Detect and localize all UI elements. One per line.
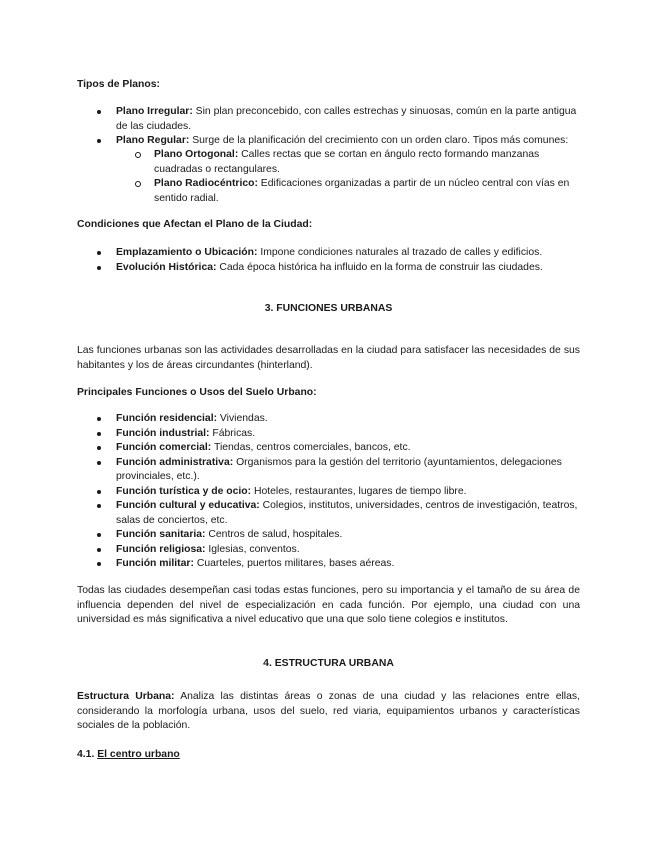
list-item-desc: Centros de salud, hospitales. [205, 529, 343, 540]
list-item [77, 427, 580, 442]
list-item-desc: Iglesias, conventos. [205, 543, 300, 555]
list-item-desc: Cuarteles, puertos militares, bases aéreas. [193, 558, 395, 569]
list-item-term: Función residencial: [116, 413, 218, 424]
list-item-desc: Cada época histórica ha influido en la forma de construir las ciudades. [216, 261, 543, 273]
list-item-desc: Organismos para la gestión del territorio (ayuntamientos, delegaciones provinciales, etc.). [116, 456, 562, 482]
list-item-term: Función administrativa: [116, 456, 234, 468]
list-item [77, 557, 580, 572]
subsection-title [77, 748, 580, 763]
funciones-intro: Las funciones urbanas son las actividades desarrolladas en la ciudad para satisfacer las necesidades de sus habitantes y los de áreas circundantes (hinterland). [77, 345, 580, 371]
list-item-desc: Viviendas. [217, 413, 268, 424]
tipos-sublist [116, 148, 580, 206]
list-item-term: Función turística y de ocio: [116, 485, 252, 497]
estructura-desc: Analiza las distintas áreas o zonas de una ciudad y las relaciones entre ellas, considerando la morfología urbana, usos del suelo, red viaria, equipamientos urbanos y características sociales de la población. [77, 691, 580, 731]
list-item-term: Función comercial: [116, 442, 212, 453]
list-item [77, 105, 580, 134]
list-item-term: Plano Irregular: [116, 106, 193, 117]
list-item-desc: Hoteles, restaurantes, lugares de tiempo libre. [251, 485, 467, 497]
condiciones-list [77, 246, 580, 275]
list-item-term: Plano Ortogonal: [154, 149, 239, 160]
list-item-term: Función militar: [116, 558, 194, 569]
list-item-desc: Calles rectas que se cortan en ángulo recto formando manzanas cuadradas o rectangulares. [154, 149, 540, 175]
list-item-desc: Fábricas. [209, 427, 256, 439]
list-item [77, 528, 580, 543]
list-item-desc: Sin plan preconcebido, con calles estrechas y sinuosas, común en la parte antigua de las ciudades. [116, 106, 577, 132]
list-item [77, 261, 580, 276]
list-item-desc: Colegios, institutos, universidades, centros de investigación, teatros, salas de conciertos, etc. [116, 500, 578, 526]
list-item [77, 499, 580, 528]
list-item-term: Plano Radiocéntrico: [154, 178, 258, 189]
list-item [77, 441, 580, 456]
subsection-title-text: El centro urbano [97, 749, 180, 760]
estructura-paragraph [77, 690, 580, 734]
list-item [77, 412, 580, 427]
list-item [77, 456, 580, 485]
list-item-term: Emplazamiento o Ubicación: [116, 247, 258, 258]
list-item-term: Función religiosa: [116, 543, 206, 555]
list-item-desc: Tiendas, centros comerciales, bancos, etc. [211, 442, 411, 453]
section-title-estructura: 4. ESTRUCTURA URBANA [263, 658, 394, 669]
subsection-number: 4.1. [77, 749, 98, 760]
list-item-desc: Surge de la planificación del crecimiento con un orden claro. Tipos más comunes: [189, 135, 569, 146]
list-item-term: Plano Regular: [116, 135, 190, 146]
funciones-list-heading: Principales Funciones o Usos del Suelo Urbano: [77, 387, 317, 398]
tipos-list [77, 105, 580, 149]
list-item [77, 485, 580, 500]
estructura-term: Estructura Urbana: [77, 691, 175, 702]
list-item-desc: Impone condiciones naturales al trazado de calles y edificios. [257, 247, 543, 258]
funciones-list [77, 412, 580, 572]
condiciones-heading: Condiciones que Afectan el Plano de la Ciudad: [77, 219, 313, 230]
list-item [77, 543, 580, 558]
funciones-closing: Todas las ciudades desempeñan casi todas estas funciones, pero su importancia y el tamaño de su área de influencia dependen del nivel de especialización en cada función. Por ejemplo, una ciudad con una universidad es más significativa a nivel educativo que una que solo tiene colegios e institutos. [77, 585, 580, 625]
list-item [116, 148, 580, 177]
tipos-heading: Tipos de Planos: [77, 79, 160, 90]
list-item-term: Función cultural y educativa: [116, 500, 260, 511]
list-item [77, 246, 580, 261]
list-item [116, 177, 580, 206]
list-item-term: Evolución Histórica: [116, 261, 217, 273]
list-item-desc: Edificaciones organizadas a partir de un núcleo central con vías en sentido radial. [154, 178, 570, 204]
section-title-funciones: 3. FUNCIONES URBANAS [264, 303, 393, 314]
list-item-term: Función sanitaria: [116, 529, 206, 540]
list-item [77, 134, 580, 149]
list-item-term: Función industrial: [116, 427, 210, 439]
